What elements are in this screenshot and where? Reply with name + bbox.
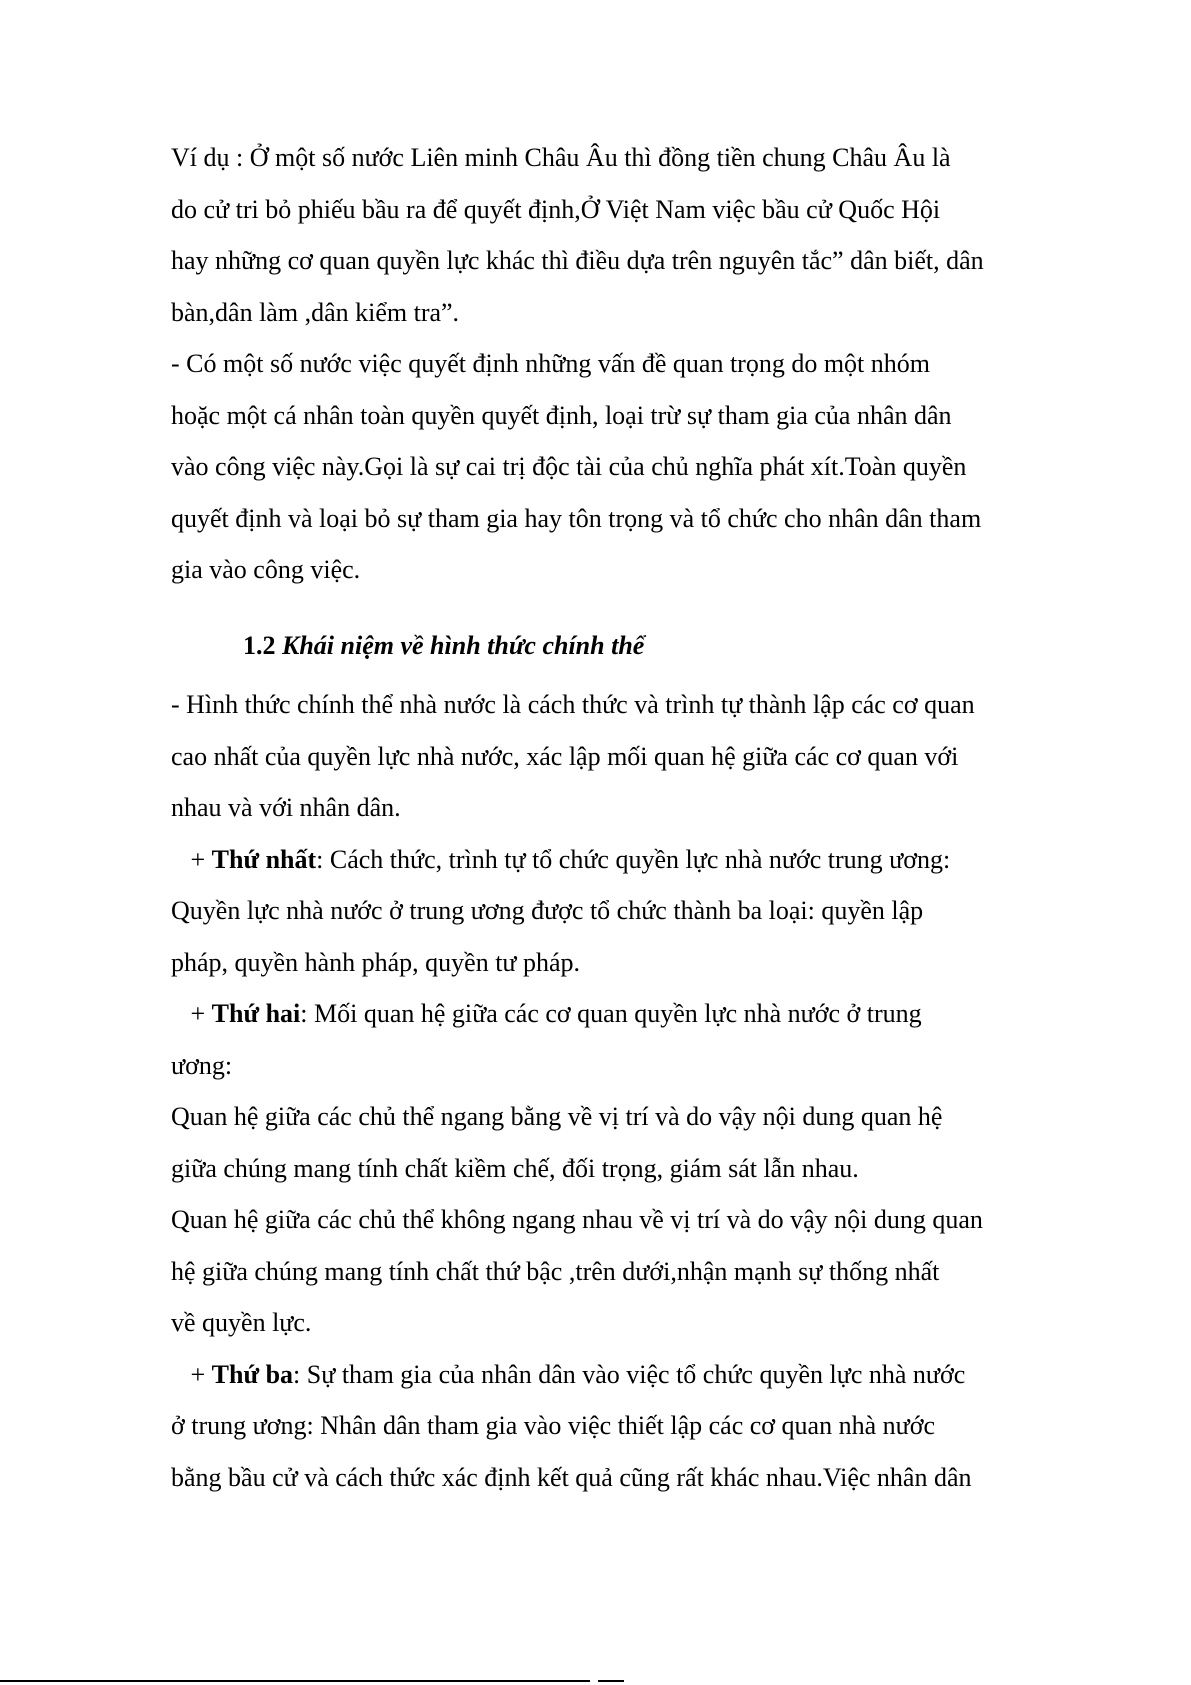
third-point-text: : Sự tham gia của nhân dân vào việc tổ chức quyền lực nhà nước: [293, 1359, 966, 1389]
first-point-text: : Cách thức, trình tự tổ chức quyền lực nhà nước trung ương:: [316, 844, 951, 874]
text-line: ương:: [171, 1050, 233, 1080]
text-line: cao nhất của quyền lực nhà nước, xác lập mối quan hệ giữa các cơ quan với: [171, 741, 959, 771]
text-line: bằng bầu cử và cách thức xác định kết quả cũng rất khác nhau.Việc nhân dân: [171, 1462, 972, 1492]
text-line: hoặc một cá nhân toàn quyền quyết định, loại trừ sự tham gia của nhân dân: [171, 400, 952, 430]
third-point-line: [171, 1349, 1081, 1401]
second-point-label: Thứ hai: [211, 999, 301, 1028]
text-line: hệ giữa chúng mang tính chất thứ bậc ,trên dưới,nhận mạnh sự thống nhất: [171, 1256, 940, 1286]
second-point-text: : Mối quan hệ giữa các cơ quan quyền lực nhà nước ở trung: [300, 999, 922, 1028]
text-line: vào công việc này.Gọi là sự cai trị độc tài của chủ nghĩa phát xít.Toàn quyền: [171, 452, 967, 481]
text-line: nhau và với nhân dân.: [171, 793, 401, 822]
text-line: ở trung ương: Nhân dân tham gia vào việc thiết lập các cơ quan nhà nước: [171, 1411, 935, 1440]
bullet-prefix: +: [171, 1359, 212, 1389]
text-line: quyết định và loại bỏ sự tham gia hay tôn trọng và tổ chức cho nhân dân tham: [171, 503, 982, 533]
text-line: giữa chúng mang tính chất kiềm chế, đối trọng, giám sát lẫn nhau.: [171, 1153, 859, 1183]
third-point-label: Thứ ba: [211, 1359, 294, 1389]
text-line: Quan hệ giữa các chủ thể không ngang nhau về vị trí và do vậy nội dung quan: [171, 1205, 983, 1234]
section-number: 1.2: [243, 631, 276, 660]
first-point-label: Thứ nhất: [211, 844, 317, 874]
text-line: - Hình thức chính thể nhà nước là cách thức và trình tự thành lập các cơ quan: [171, 690, 975, 719]
footer-divider-short: [598, 1680, 624, 1682]
bullet-prefix: +: [171, 999, 212, 1028]
first-point-line: [171, 834, 1081, 886]
paragraph-block-2: [171, 679, 1081, 1503]
text-line: gia vào công việc.: [171, 555, 361, 584]
section-heading: [243, 620, 644, 672]
paragraph-block-1: [171, 132, 1081, 596]
section-title: Khái niệm về hình thức chính thể: [282, 631, 645, 660]
text-line: về quyền lực.: [171, 1308, 312, 1337]
text-line: Quan hệ giữa các chủ thể ngang bằng về vị trí và do vậy nội dung quan hệ: [171, 1102, 943, 1131]
text-line: Ví dụ : Ở một số nước Liên minh Châu Âu thì đồng tiền chung Châu Âu là: [171, 143, 951, 172]
footer-divider: [0, 1680, 590, 1682]
second-point-line: [171, 988, 1081, 1040]
text-line: Quyền lực nhà nước ở trung ương được tổ chức thành ba loại: quyền lập: [171, 896, 924, 925]
text-line: pháp, quyền hành pháp, quyền tư pháp.: [171, 947, 581, 977]
text-line: - Có một số nước việc quyết định những vấn đề quan trọng do một nhóm: [171, 349, 931, 378]
bullet-prefix: +: [171, 844, 212, 874]
text-line: do cử tri bỏ phiếu bầu ra để quyết định,Ở Việt Nam việc bầu cử Quốc Hội: [171, 194, 941, 224]
text-line: bàn,dân làm ,dân kiểm tra”.: [171, 297, 460, 327]
text-line: hay những cơ quan quyền lực khác thì điều dựa trên nguyên tắc” dân biết, dân: [171, 246, 984, 275]
